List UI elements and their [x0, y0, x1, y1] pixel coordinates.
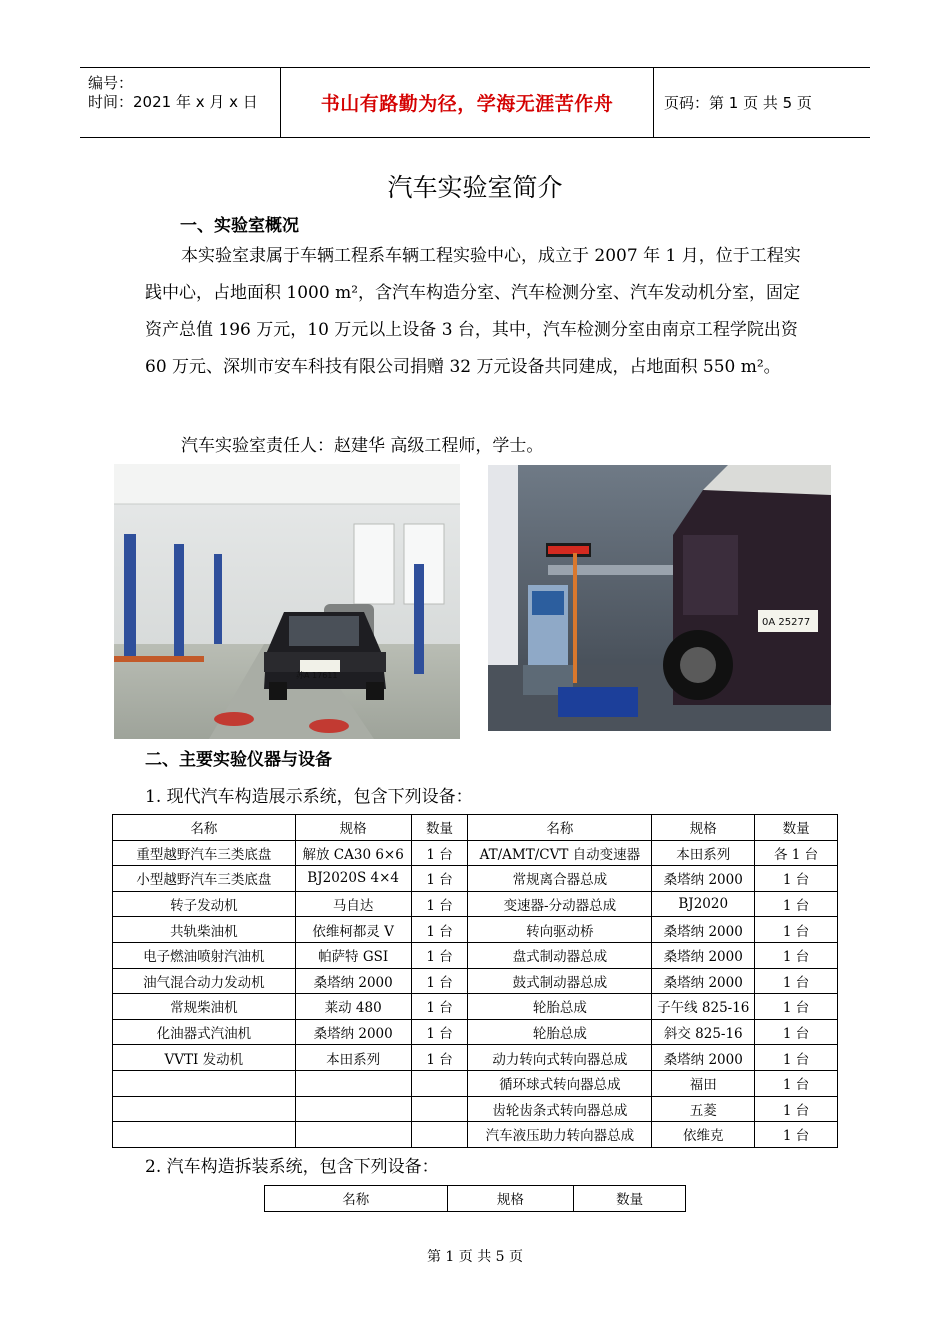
table-row	[113, 1096, 838, 1122]
table-cell: 常规离合器总成	[468, 866, 652, 892]
table-header-cell: 规格	[652, 815, 755, 841]
table-row	[113, 917, 838, 943]
table-header-cell: 数量	[755, 815, 838, 841]
table-cell: 依维克	[652, 1122, 755, 1148]
table-header-cell: 数量	[411, 815, 468, 841]
table-row	[113, 1070, 838, 1096]
table-cell: 桑塔纳 2000	[652, 942, 755, 968]
table-cell: 各 1 台	[755, 840, 838, 866]
table-header-cell: 数量	[574, 1186, 686, 1212]
table-cell: 盘式制动器总成	[468, 942, 652, 968]
table-cell: 循环球式转向器总成	[468, 1070, 652, 1096]
table-cell: 鼓式制动器总成	[468, 968, 652, 994]
section1-paragraph-text: 本实验室隶属于车辆工程系车辆工程实验中心，成立于 2007 年 1 月，位于工程实践中心，占地面积 1000 m²，含汽车构造分室、汽车检测分室、汽车发动机分室，固定资产总值 196 万元，10 万元以上设备 3 台，其中，汽车检测分室由南京工程学院出资 60 万元、深圳市安车科技有限公司捐赠 32 万元设备共同建成，占地面积 550 m²。	[145, 246, 801, 377]
table-row	[113, 840, 838, 866]
table-cell	[113, 1096, 296, 1122]
table-cell: 桑塔纳 2000	[652, 866, 755, 892]
table-cell: VVTI 发动机	[113, 1045, 296, 1071]
table-cell: AT/AMT/CVT 自动变速器	[468, 840, 652, 866]
table-cell: 五菱	[652, 1096, 755, 1122]
table-cell: 变速器-分动器总成	[468, 891, 652, 917]
table-cell	[411, 1096, 468, 1122]
table-row	[113, 866, 838, 892]
equipment-list-2-intro: 2. 汽车构造拆装系统，包含下列设备：	[145, 1157, 439, 1177]
table-cell	[113, 1122, 296, 1148]
table-cell: BJ2020S 4×4	[295, 866, 411, 892]
table-cell: 1 台	[411, 968, 468, 994]
table-cell: 1 台	[755, 1045, 838, 1071]
table-cell: 1 台	[755, 994, 838, 1020]
equipment-list-1-intro: 1. 现代汽车构造展示系统，包含下列设备：	[145, 787, 473, 807]
table-cell: 解放 CA30 6×6	[295, 840, 411, 866]
table-row	[113, 1122, 838, 1148]
table-cell: 转向驱动桥	[468, 917, 652, 943]
table-cell: 1 台	[755, 1070, 838, 1096]
table-cell: 1 台	[755, 891, 838, 917]
table-cell	[113, 1070, 296, 1096]
table-cell: 轮胎总成	[468, 1019, 652, 1045]
table-cell: 化油器式汽油机	[113, 1019, 296, 1045]
table-cell: 共轨柴油机	[113, 917, 296, 943]
table-row	[113, 1019, 838, 1045]
table-header-cell: 规格	[447, 1186, 574, 1212]
license-plate-left: 苏A 17611	[296, 671, 338, 680]
table-cell: 1 台	[411, 891, 468, 917]
table-cell: 1 台	[755, 968, 838, 994]
table-header-cell: 规格	[295, 815, 411, 841]
table-cell	[411, 1070, 468, 1096]
header-meta	[80, 68, 281, 137]
number-label: 编号：	[88, 74, 134, 92]
table-cell	[411, 1122, 468, 1148]
table-cell: 桑塔纳 2000	[295, 1019, 411, 1045]
table-cell: 油气混合动力发动机	[113, 968, 296, 994]
table-cell: 轮胎总成	[468, 994, 652, 1020]
table-header-row	[265, 1186, 686, 1212]
table-cell: 马自达	[295, 891, 411, 917]
table-cell: 莱动 480	[295, 994, 411, 1020]
table-row	[113, 942, 838, 968]
table-header-cell: 名称	[265, 1186, 448, 1212]
table-cell: 斜交 825-16	[652, 1019, 755, 1045]
table-row	[113, 1045, 838, 1071]
table-cell: 小型越野汽车三类底盘	[113, 866, 296, 892]
table-cell: 1 台	[755, 1122, 838, 1148]
table-cell: 子午线 825-16	[652, 994, 755, 1020]
lab-photo-right	[488, 465, 831, 731]
page-number-label: 页码：第 1 页 共 5 页	[664, 94, 812, 112]
table-cell: 汽车液压助力转向器总成	[468, 1122, 652, 1148]
section2-heading: 二、主要实验仪器与设备	[145, 750, 332, 770]
section1-paragraph	[145, 238, 810, 386]
table-cell: 常规柴油机	[113, 994, 296, 1020]
table-cell: 桑塔纳 2000	[652, 917, 755, 943]
table-cell: 本田系列	[295, 1045, 411, 1071]
table-cell	[295, 1096, 411, 1122]
table-header-row	[113, 815, 838, 841]
table-header-cell: 名称	[113, 815, 296, 841]
table-cell: 帕萨特 GSI	[295, 942, 411, 968]
section1-heading: 一、实验室概况	[180, 216, 299, 236]
table-cell	[295, 1070, 411, 1096]
table-cell: 福田	[652, 1070, 755, 1096]
table-row	[113, 994, 838, 1020]
page-footer: 第 1 页 共 5 页	[426, 1249, 524, 1265]
responsible-person: 汽车实验室责任人：赵建华 高级工程师，学士。	[181, 436, 544, 456]
table-row	[113, 891, 838, 917]
table-cell: 1 台	[755, 917, 838, 943]
equipment-table-1	[112, 814, 838, 1148]
table-cell: 1 台	[411, 942, 468, 968]
table-cell: 1 台	[411, 994, 468, 1020]
table-cell	[295, 1122, 411, 1148]
table-cell: 1 台	[411, 1019, 468, 1045]
table-cell: 本田系列	[652, 840, 755, 866]
table-cell: 动力转向式转向器总成	[468, 1045, 652, 1071]
table-cell: 1 台	[755, 1096, 838, 1122]
table-cell: BJ2020	[652, 891, 755, 917]
table-cell: 桑塔纳 2000	[652, 968, 755, 994]
table-cell: 1 台	[411, 866, 468, 892]
table-cell: 1 台	[411, 1045, 468, 1071]
table-cell: 1 台	[411, 917, 468, 943]
table-cell: 电子燃油喷射汽油机	[113, 942, 296, 968]
table-cell: 依维柯都灵 V	[295, 917, 411, 943]
table-cell: 1 台	[755, 866, 838, 892]
table-cell: 桑塔纳 2000	[295, 968, 411, 994]
table-header-cell: 名称	[468, 815, 652, 841]
table-cell: 1 台	[755, 942, 838, 968]
table-cell: 齿轮齿条式转向器总成	[468, 1096, 652, 1122]
lab-photo-left	[114, 464, 460, 739]
table-cell: 1 台	[755, 1019, 838, 1045]
time-label: 时间：2021 年 x 月 x 日	[88, 93, 258, 111]
table-row	[113, 968, 838, 994]
table-cell: 重型越野汽车三类底盘	[113, 840, 296, 866]
page-header	[80, 67, 870, 138]
header-motto: 书山有路勤为径，学海无涯苦作舟	[281, 68, 654, 137]
table-cell: 转子发动机	[113, 891, 296, 917]
document-title: 汽车实验室简介	[387, 173, 563, 202]
license-plate-right: 0A 25277	[762, 617, 811, 628]
table-cell: 桑塔纳 2000	[652, 1045, 755, 1071]
table-cell: 1 台	[411, 840, 468, 866]
equipment-table-2	[264, 1185, 686, 1212]
